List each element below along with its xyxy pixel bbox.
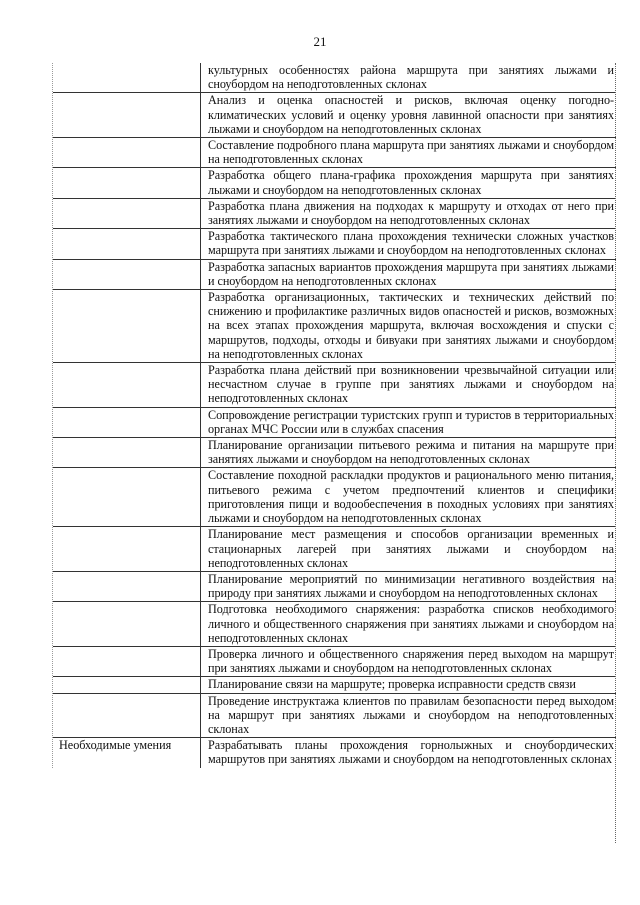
row-label	[53, 694, 201, 738]
table-row	[53, 92, 616, 137]
table-row	[53, 526, 616, 571]
row-content: Разработка организационных, тактических и технических действий по снижению и профилактике различных видов опасностей и рисков, возможных на всех этапах прохождения маршрута, включая восхождения и спуски с маршрутов, подходы, отходы и бивуаки при занятиях лыжами и сноубордом на неподготовленных склонах	[208, 290, 614, 361]
table-row	[53, 646, 616, 676]
row-label	[53, 363, 201, 407]
row-label	[53, 572, 201, 601]
row-label	[53, 438, 201, 467]
row-content: Разработка тактического плана прохождения технически сложных участков маршрута при занятиях лыжами и сноубордом на неподготовленных склонах	[208, 229, 614, 258]
row-content: Проверка личного и общественного снаряжения перед выходом на маршрут при занятиях лыжами и сноубордом на неподготовленных склонах	[208, 646, 614, 676]
row-label	[53, 199, 201, 228]
row-content: культурных особенностях района маршрута при занятиях лыжами и сноубордом на неподготовленных склонах	[208, 63, 614, 92]
row-content: Планирование мероприятий по минимизации негативного воздействия на природу при занятиях лыжами и сноубордом на неподготовленных склонах	[208, 571, 614, 601]
row-content: Анализ и оценка опасностей и рисков, включая оценку погодно-климатических условий и оценку уровня лавинной опасности при занятиях лыжами и сноубордом на неподготовленных склонах	[208, 93, 614, 136]
table-right-border	[614, 63, 616, 843]
table-row	[53, 228, 616, 258]
row-content: Составление походной раскладки продуктов и рационального меню питания, питьевого режима с учетом предпочтений клиентов и специфики приготовления пищи и водообеспечения в походных условиях при занятиях лыжами и сноубордом на неподготовленных склонах	[208, 468, 614, 526]
row-content: Планирование мест размещения и способов организации временных и стационарных лагерей при занятиях лыжами и сноубордом на неподготовленных склонах	[208, 527, 614, 570]
row-content: Разработка плана действий при возникновении чрезвычайной ситуации или несчастном случае в группе при занятиях лыжами и сноубордом на неподготовленных склонах	[208, 363, 614, 406]
row-content: Проведение инструктажа клиентов по правилам безопасности перед выходом на маршрут при занятиях лыжами и сноубордом на неподготовленных склонах	[208, 693, 614, 736]
table-row	[53, 693, 616, 738]
work-functions-table	[52, 63, 616, 768]
row-label	[53, 408, 201, 437]
table-row	[53, 737, 616, 767]
row-content: Сопровождение регистрации туристских групп и туристов в территориальных органах МЧС России или в службах спасения	[208, 407, 614, 436]
row-content: Планирование организации питьевого режима и питания на маршруте при занятиях лыжами и сноубордом на неподготовленных склонах	[208, 438, 614, 467]
table-row	[53, 167, 616, 197]
row-label	[53, 138, 201, 167]
row-label	[53, 647, 201, 676]
table-row	[53, 467, 616, 526]
page-number: 21	[313, 34, 327, 49]
row-content: Разрабатывать планы прохождения горнолыжных и сноубордических маршрутов при занятиях лыжами и сноубордом на неподготовленных склонах	[208, 738, 614, 767]
table-row	[53, 289, 616, 362]
row-label	[53, 602, 201, 646]
table-row	[53, 601, 616, 646]
row-content: Разработка плана движения на подходах к маршруту и отходах от него при занятиях лыжами и сноубордом на неподготовленных склонах	[208, 198, 614, 228]
table-row	[53, 407, 616, 437]
row-label	[53, 93, 201, 137]
row-label	[53, 260, 201, 289]
table-row	[53, 362, 616, 407]
row-label	[53, 677, 201, 692]
row-content: Подготовка необходимого снаряжения: разработка списков необходимого личного и общественного снаряжения при занятиях лыжами и сноубордом на неподготовленных склонах	[208, 602, 614, 645]
row-label	[53, 290, 201, 362]
table-row	[53, 437, 616, 467]
row-label	[53, 527, 201, 571]
table-row	[53, 198, 616, 228]
table-row	[53, 571, 616, 601]
row-label	[53, 229, 201, 258]
row-label	[53, 168, 201, 197]
row-content: Разработка общего плана-графика прохождения маршрута при занятиях лыжами и сноубордом на неподготовленных склонах	[208, 168, 614, 197]
row-content: Планирование связи на маршруте; проверка исправности средств связи	[208, 677, 576, 692]
table-row	[53, 63, 616, 92]
table-row	[53, 259, 616, 289]
row-label	[53, 63, 201, 92]
row-content: Разработка запасных вариантов прохождения маршрута при занятиях лыжами и сноубордом на неподготовленных склонах	[208, 259, 614, 288]
row-label: Необходимые умения	[53, 738, 201, 767]
table-row	[53, 676, 616, 692]
row-content: Составление подробного плана маршрута при занятиях лыжами и сноубордом на неподготовленных склонах	[208, 138, 614, 167]
row-label	[53, 468, 201, 526]
table-row	[53, 137, 616, 167]
